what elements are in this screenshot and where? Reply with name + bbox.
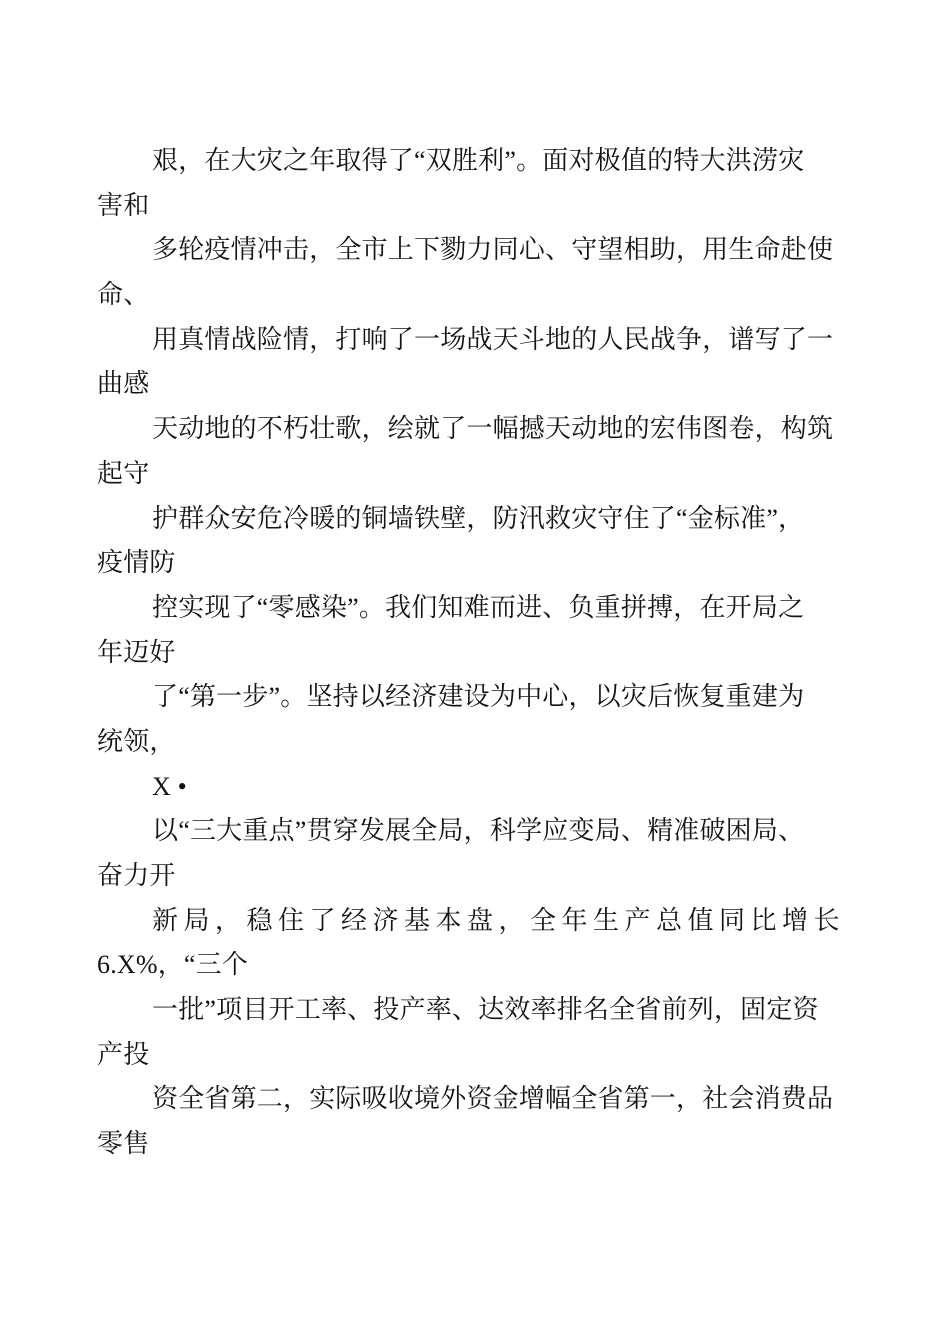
text-line: 统领， (97, 726, 176, 756)
text-line: 奋力开 (97, 861, 176, 890)
document-text-block (97, 139, 897, 1167)
text-line: 产投 (97, 1039, 150, 1069)
text-line: 资全省第二，实际吸收境外资金增幅全省第一，社会消费品 (152, 1084, 834, 1114)
text-line: 害和 (97, 190, 150, 220)
text-line: 零售 (97, 1129, 150, 1159)
text-line: 一批”项目开工率、投产率、达效率排名全省前列，固定资 (152, 995, 819, 1025)
text-line: 了“第一步”。坚持以经济建设为中心，以灾后恢复重建为 (152, 682, 805, 712)
text-line: 曲感 (97, 369, 150, 399)
text-line: 起守 (97, 458, 150, 488)
text-line: 6.X%，“三个 (97, 950, 249, 980)
text-line: 用真情战险情，打响了一场战天斗地的人民战争，谱写了一 (152, 324, 834, 354)
text-line: 护群众安危冷暖的铜墙铁壁，防汛救灾守住了“金标准”， (152, 503, 805, 533)
text-line: 多轮疫情冲击，全市上下勠力同心、守望相助，用生命赴使 (152, 235, 834, 265)
text-line: 控实现了“零感染”。我们知难而进、负重拼搏，在开局之 (152, 592, 805, 622)
text-line: 天动地的不朽壮歌，绘就了一幅撼天动地的宏伟图卷，构筑 (152, 414, 834, 444)
text-line: X • (152, 771, 187, 801)
text-line: 以“三大重点”贯穿发展全局，科学应变局、精准破困局、 (152, 816, 805, 846)
text-line: 艰，在大灾之年取得了“双胜利”。面对极值的特大洪涝灾 (152, 146, 805, 175)
text-line: 命、 (97, 280, 150, 310)
text-line: 年迈好 (97, 637, 176, 667)
text-line: 新局，稳住了经济基本盘，全年生产总值同比增长 (152, 905, 846, 935)
text-line: 疫情防 (97, 548, 176, 578)
